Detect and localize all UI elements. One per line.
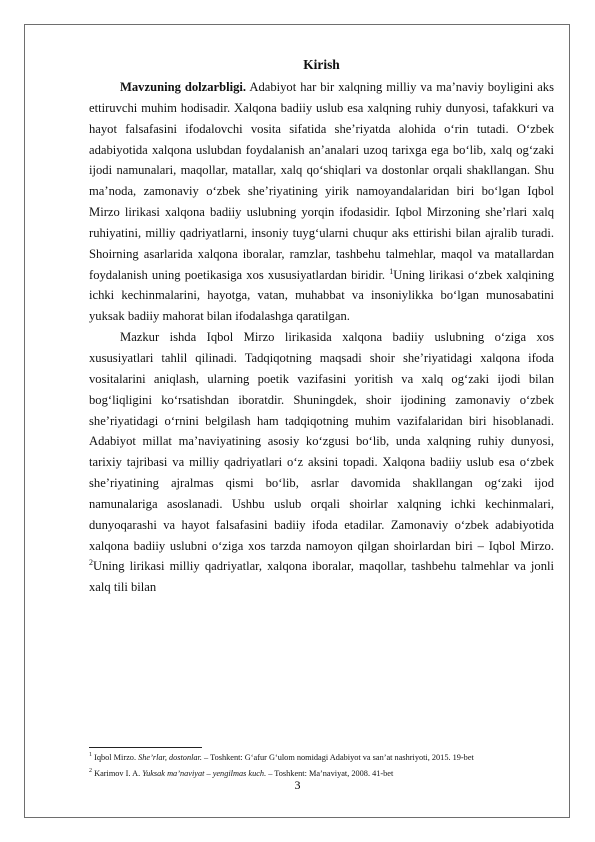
footnote-1-work: She’rlar, dostonlar. xyxy=(138,753,202,762)
footnote-1-number: 1 xyxy=(89,752,92,759)
paragraph-1-text-a: Adabiyot har bir xalqning milliy va ma’naviy boyligini aks ettiruvchi muhim hodisadir. Xalqona badiiy uslub esa xalqning ruhiy dunyosi, tafakkuri va hayot falsafasini ifodalovchi vosita sifatida she’riyatda alohida o‘rin tutadi. O‘zbek adabiyotida xalqona uslubdan foydalanish an’analari uzoq tarixga ega bo‘lib, xalq og‘zaki ijodi namunalari, maqollar, matallar, xalq qo‘shiqlari va dostonlar orqali shakllangan. Shu ma’noda, zamonaviy o‘zbek she’riyatining yirik namoyandalaridan biri bo‘lgan Iqbol Mirzo lirikasi xalqona badiiy uslubning yorqin ifodasidir. Iqbol Mirzoning she’rlari xalq ruhiyatini, milliy qadriyatlarni, insoniy tuyg‘ularni chuqur aks ettirishi bilan ajralib turadi. Shoirning asarlarida xalqona iboralar, ramzlar, tashbehu talmehlar, maqol va matallardan foydalanish uning poetikasiga xos xususiyatlardan biridir. xyxy=(89,80,554,282)
footnote-2-number: 2 xyxy=(89,768,92,775)
footnote-ref-1[interactable]: 1 xyxy=(389,266,394,276)
footnote-ref-2[interactable]: 2 xyxy=(89,558,93,568)
footnote-1-rest: – Toshkent: G‘afur G‘ulom nomidagi Adabiyot va san’at nashriyoti, 2015. 19-bet xyxy=(201,753,474,762)
footnote-2-author: Karimov I. A. xyxy=(92,769,143,778)
footnote-1 xyxy=(89,753,555,763)
document-body xyxy=(89,56,554,598)
paragraph-1-text-b: Uning lirikasi o‘zbek xalqining ichki kechinmalarini, hayotga, vatan, muhabbat va insoniylikka bo‘lgan munosabatini yuksak badiiy mahorat bilan ifodalashga qaratilgan. xyxy=(89,267,554,324)
paragraph-2-text-b: Uning lirikasi milliy qadriyatlar, xalqona iboralar, maqollar, tashbehu talmehlar va jonli xalq tili bilan xyxy=(89,559,554,595)
footnote-1-author: Iqbol Mirzo. xyxy=(92,753,139,762)
section-title: Kirish xyxy=(303,57,340,72)
footnote-2-work: Yuksak ma’naviyat – yengilmas kuch. xyxy=(142,769,267,778)
lead-heading: Mavzuning dolzarbligi. xyxy=(120,80,247,94)
paragraph-2 xyxy=(89,327,554,598)
page-number: 3 xyxy=(294,778,301,792)
paragraph-1 xyxy=(89,77,554,327)
footnote-separator xyxy=(89,747,202,748)
paragraph-2-text-a: Mazkur ishda Iqbol Mirzo lirikasida xalqona badiiy uslubning o‘ziga xos xususiyatlari tahlil qilinadi. Tadqiqotning maqsadi shoir she’riyatidagi xalqona ifoda vositalarini aniqlash, ularning poetik vazifasini yoritish va xalq og‘zaki ijodi bilan bog‘liqligini ko‘rsatishdan iboratdir. Shuningdek, shoir ijodining zamonaviy o‘zbek she’riyatidagi o‘rnini belgilash ham tadqiqotning muhim vazifalaridan biri hisoblanadi. Adabiyot millat ma’naviyatining asosiy ko‘zgusi bo‘lib, unda xalqning ruhiy dunyosi, tarixiy tajribasi va milliy qadriyatlari o‘z aksini topadi. Xalqona badiiy uslub esa o‘zbek she’riyatining ajralmas qismi bo‘lib, asrlar davomida shakllangan og‘zaki ijod namunalariga asoslanadi. Ushbu uslub orqali shoirlar xalqning ichki kechinmalari, dunyoqarashi va hayot falsafasini badiiy ifoda etadilar. Zamonaviy o‘zbek adabiyotida xalqona badiiy uslubni o‘ziga xos tarzda namoyon qilgan shoirlardan biri – Iqbol Mirzo. xyxy=(89,330,554,553)
footnote-2-rest: – Toshkent: Ma’naviyat, 2008. 41-bet xyxy=(266,769,394,778)
